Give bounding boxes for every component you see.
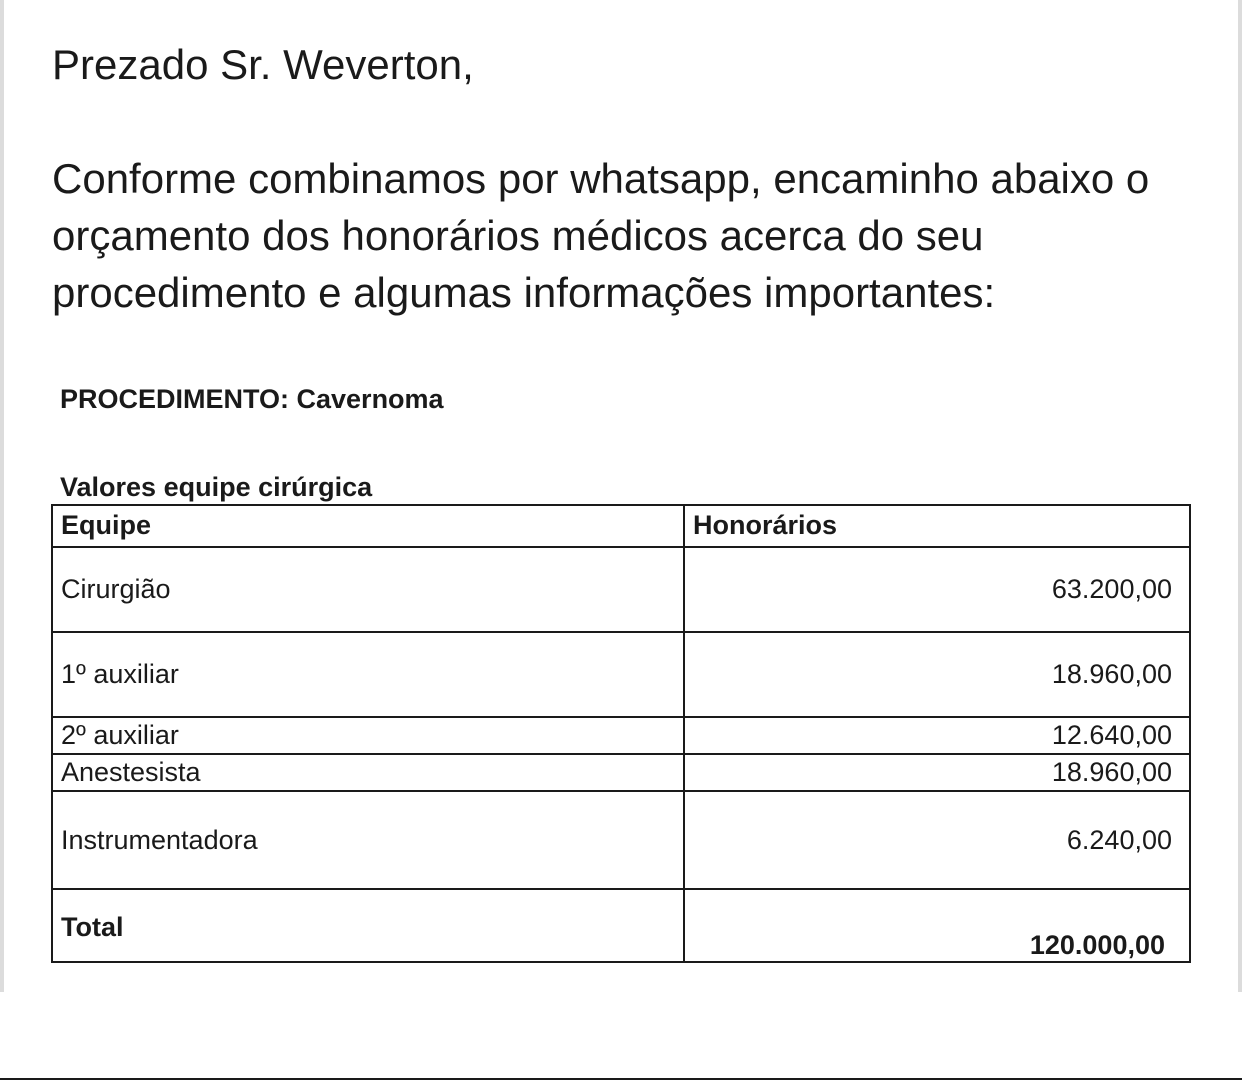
greeting: Prezado Sr. Weverton, (52, 41, 474, 88)
page-left-border (0, 0, 4, 992)
intro-paragraph: Conforme combinamos por whatsapp, encaminho abaixo o orçamento dos honorários médicos acerca do seu procedimento e algumas informações importantes: (52, 155, 1150, 316)
role-cell: 1º auxiliar (52, 632, 684, 717)
table-row (52, 717, 1190, 754)
table-row (52, 632, 1190, 717)
fee-cell: 12.640,00 (684, 717, 1190, 754)
page-bottom-divider (0, 1078, 1242, 1080)
total-row (52, 889, 1190, 962)
table-row (52, 791, 1190, 889)
page-right-border (1238, 0, 1242, 992)
table-row (52, 754, 1190, 791)
role-cell: Anestesista (52, 754, 684, 791)
total-value: 120.000,00 (684, 889, 1190, 962)
header-team: Equipe (52, 505, 684, 547)
header-fees: Honorários (684, 505, 1190, 547)
total-label: Total (52, 889, 684, 962)
fee-cell: 6.240,00 (684, 791, 1190, 889)
table-title: Valores equipe cirúrgica (60, 472, 373, 502)
table-row (52, 547, 1190, 632)
procedure-label: PROCEDIMENTO: Cavernoma (60, 384, 444, 414)
table-header-row (52, 505, 1190, 547)
fee-cell: 18.960,00 (684, 632, 1190, 717)
fee-cell: 63.200,00 (684, 547, 1190, 632)
role-cell: Instrumentadora (52, 791, 684, 889)
surgical-team-table (51, 504, 1191, 963)
fee-cell: 18.960,00 (684, 754, 1190, 791)
role-cell: Cirurgião (52, 547, 684, 632)
role-cell: 2º auxiliar (52, 717, 684, 754)
